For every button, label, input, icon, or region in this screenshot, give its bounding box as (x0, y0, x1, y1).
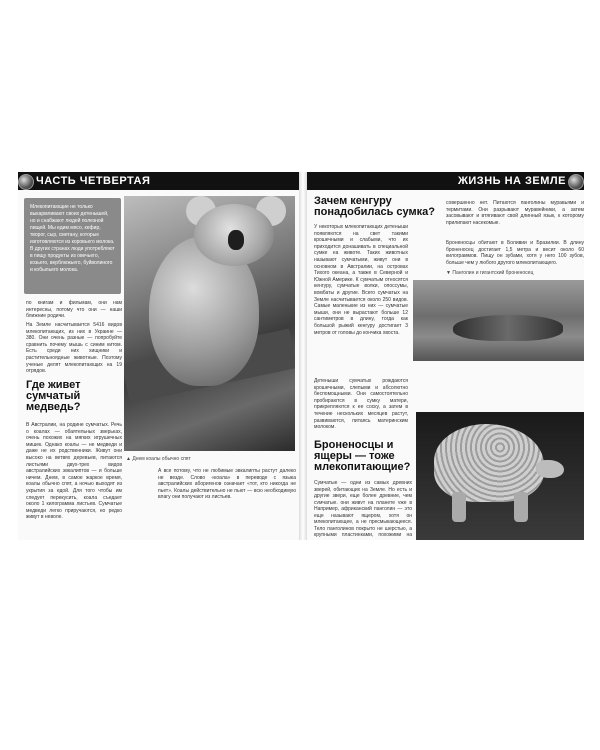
center-paragraph: А все потому, что не любимые эвкалипты растут далеко не везде. Слово «коала» в переводе с языка австралийских аборигенов означает «тот, кто никогда не пьет». Коалы действительно не пьют — всю необходимую влагу они получают из листьев. (158, 468, 296, 501)
right-header-title: ЖИЗНЬ НА ЗЕМЛЕ (457, 175, 566, 187)
pangolin-animal (453, 315, 563, 341)
koala-caption-text: Днем коалы обычно спят (132, 456, 191, 462)
callout-text: Млекопитающие не только выкармливают своих детенышей, но и снабжают людей полезной пищей. Мы едим мясо, кефир, творог, сыр, сметану, которые изготовляются из коровьего молока. В других странах люди употребляют в пищу продукты из овечьего, козьего, верблюжьего, буйволиного и кобыльего молока. (30, 204, 115, 273)
armadillo-leg (514, 492, 528, 522)
armadillo-head (536, 460, 564, 478)
armadillo-leg (452, 492, 466, 522)
pangolin-photo (413, 280, 584, 361)
globe-icon (18, 174, 34, 190)
right-paragraph-pangolin-diet: совершенно нет. Питаются панголины муравьями и термитами. Они разрывают муравейники, а затем засовывают и втягивают свой длинный язык, к которому прилипают насекомые. (446, 200, 584, 226)
right-heading-armadillo: Броненосцы и ящеры — тоже млекопитающие? (314, 439, 411, 473)
pangolin-caption-text: Панголин и гигантский броненосец (452, 270, 534, 276)
armadillo-shell (434, 424, 544, 502)
magazine-spread (18, 172, 584, 540)
right-column-paragraph-2: Детеныши сумчатых рождаются крошечными, слепыми и абсолютно беспомощными. Они самостоятельно пробираются в сумку матери, прикрепляются к ее соску, а затем в течение нескольких месяцев растут, развиваются, питаясь материнским молоком. (314, 378, 408, 431)
right-page-header (307, 172, 584, 190)
left-header-title: ЧАСТЬ ЧЕТВЕРТАЯ (36, 175, 151, 187)
koala-nose (228, 230, 244, 250)
left-column-paragraph-1: по книгам и фильмам, они нам интересны, потому что они — наши ближние родичи. (26, 300, 122, 320)
page-gutter (299, 172, 307, 540)
pangolin-caption: ▼ Панголин и гигантский броненосец (446, 270, 534, 276)
left-column-paragraph-3: В Австралии, на родине сумчатых. Речь о коалах — обаятельных зверьках, очень похожих на мягких игрушечных мишек. Однако коалы — не медведи и даже не их родственники. Живут они высоко на ветвях деревьев, питаются листьями двух-трех видов австралийских эвкалиптов — и больше ничем. Днем, в самое жаркое время, коалы обычно спят, а ночью выходят из укрытия за едой. Для того чтобы им следует перекусить, коала съедает около 1 килограмма листьев. Сумчатые медведи легко приручаются, но редко живут в неволе. (26, 422, 122, 521)
right-paragraph-armadillo: Броненосцы обитают в Боливии и Бразилии. В длину броненосец достигает 1,5 метра и весит около 60 килограммов. Пищу он зубами, хотя у него 100 зубов, больше чем у любого другого млекопитающего. (446, 240, 584, 266)
right-heading-kangaroo: Зачем кенгуру понадобилась сумка? (314, 195, 435, 218)
left-heading-koala: Где живет сумчатый медведь? (26, 379, 81, 413)
left-column-paragraph-2: На Земле насчитывается 5416 видов млекопитающих, из них в Украине — 380. Они очень разные — попробуйте сравнить почему мышь с синим китом. Есть среди них хищники и растительноядные животные. Поэтому ученые делят млекопитающих на 19 отрядов. (26, 322, 122, 375)
info-callout-box (24, 198, 121, 294)
right-column-paragraph-4: Например, африканский панголин — это еще называют ящером, хотя он млекопитающее, а не пресмыкающееся. Тело панголинов покрыто не шерстью, а крупными пластинками, похожими на (314, 506, 412, 539)
globe-icon (568, 174, 584, 190)
right-column-paragraph-3: Сумчатые — одни из самых древних зверей, обитающих на Земле. Но есть и другие звери, еще более древние, чем сумчатые, они живут на планете уже в (314, 480, 412, 504)
left-page-header (18, 172, 299, 190)
koala-caption: ▲ Днем коалы обычно спят (126, 456, 191, 462)
koala-photo (124, 196, 295, 451)
right-column-paragraph-1: У некоторых млекопитающих детеныши появляются на свет такими крошечными и слабыми, что их приходится донашивать в специальной сумке на животе. Таких животных называют сумчатыми, живут они в основном в Австралии, на островах Тихого океана, а также в Северной и Южной Америке. К сумчатым относятся кенгуру, сумчатые волки, опоссумы, вомбаты и другие. Всего сумчатых на Земле насчитывается около 250 видов. Самые маленькие из них — сумчатые мыши, они не вырастают больше 12 сантиметров в длину, тогда как большой рыжий кенгуру достигает 3 метров от головы до кончика хвоста. (314, 224, 408, 336)
armadillo-photo (416, 412, 584, 540)
